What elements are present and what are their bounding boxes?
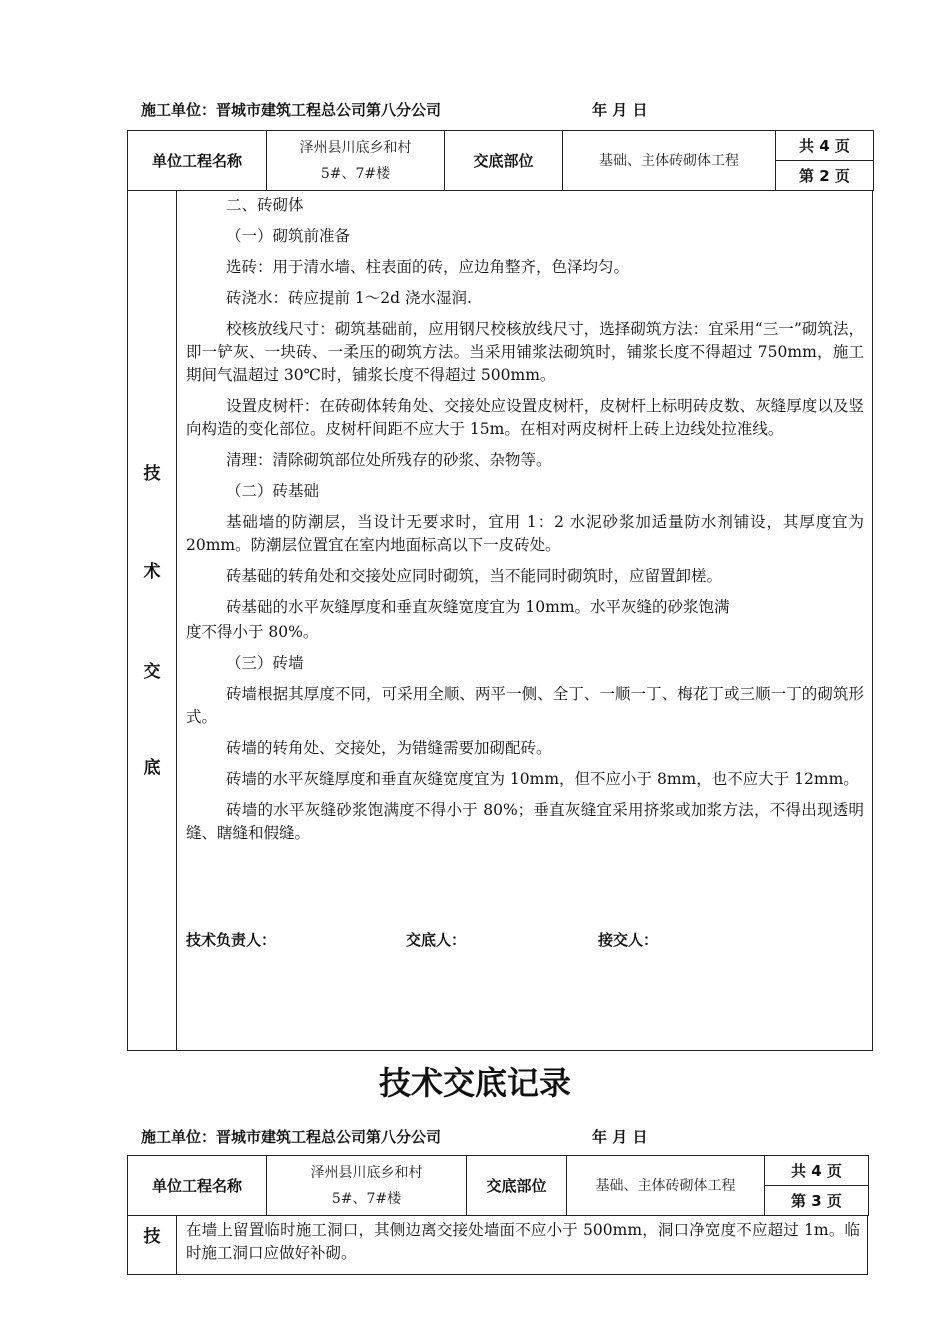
disclosure-part-label: 交底部位 bbox=[445, 131, 563, 191]
side-char-4: 底 bbox=[143, 758, 161, 778]
disclosure-part-label: 交底部位 bbox=[467, 1156, 567, 1216]
project-name-line1: 泽州县川底乡和村 bbox=[310, 1164, 423, 1181]
project-name-value bbox=[267, 131, 445, 191]
paragraph: 设置皮树杆：在砖砌体转角处、交接处应设置皮树杆，皮树杆上标明砖皮数、灰缝厚度以及竖向构造的变化部位。皮树杆间距不应大于 15m。在相对两皮树杆上砖上边线处拉准线。 bbox=[186, 397, 864, 438]
project-info-table bbox=[127, 130, 874, 191]
total-pages: 共 4 页 bbox=[765, 1156, 869, 1186]
paragraph: 度不得小于 80%。 bbox=[186, 623, 319, 641]
paragraph: 选砖：用于清水墙、柱表面的砖，应边角整齐，色泽均匀。 bbox=[226, 258, 630, 276]
paragraph: （二）砖基础 bbox=[226, 482, 320, 500]
side-column-divider bbox=[176, 1216, 177, 1274]
project-info-table bbox=[127, 1155, 869, 1216]
date-label: 年 月 日 bbox=[592, 101, 648, 119]
paragraph: 砖墙根据其厚度不同，可采用全顺、两平一侧、全丁、一顺一丁、梅花丁或三顺一丁的砌筑形式。 bbox=[186, 685, 864, 726]
tech-lead-signature: 技术负责人： bbox=[186, 931, 277, 949]
paragraph: 清理：清除砌筑部位处所残存的砂浆、杂物等。 bbox=[226, 451, 552, 469]
disclosure-content bbox=[186, 194, 864, 853]
project-name-line1: 泽州县川底乡和村 bbox=[299, 139, 412, 156]
side-char-2: 术 bbox=[143, 562, 161, 582]
disclosure-part-value: 基础、主体砖砌体工程 bbox=[567, 1156, 765, 1216]
construction-unit-label: 施工单位：晋城市建筑工程总公司第八分公司 bbox=[141, 101, 442, 119]
paragraph: 砖基础的转角处和交接处应同时砌筑，当不能同时砌筑时，应留置卸槎。 bbox=[226, 567, 723, 585]
total-pages: 共 4 页 bbox=[776, 131, 874, 161]
paragraph: 基础墙的防潮层，当设计无要求时，宜用 1：2 水泥砂浆加适量防水剂铺设，其厚度宜为 20mm。防潮层位置宜在室内地面标高以下一皮砖处。 bbox=[186, 513, 864, 554]
paragraph: （一）砌筑前准备 bbox=[226, 227, 351, 245]
paragraph: 砖墙的转角处、交接处，为错缝需要加砌配砖。 bbox=[226, 739, 552, 757]
project-name-label: 单位工程名称 bbox=[128, 131, 267, 191]
paragraph: （三）砖墙 bbox=[226, 654, 304, 672]
paragraph: 砖墙的水平灰缝厚度和垂直灰缝宽度宜为 10mm，但不应小于 8mm，也不应大于 12mm。 bbox=[226, 770, 859, 788]
project-name-line2: 5#、7#楼 bbox=[320, 165, 391, 182]
disclosure-part-value: 基础、主体砖砌体工程 bbox=[563, 131, 776, 191]
project-name-line2: 5#、7#楼 bbox=[331, 1190, 402, 1207]
paragraph: 在墙上留置临时施工洞口，其侧边离交接处墙面不应小于 500mm，洞口净宽度不应超过 1m。临时施工洞口应做好补砌。 bbox=[186, 1221, 860, 1262]
construction-unit-label: 施工单位：晋城市建筑工程总公司第八分公司 bbox=[141, 1128, 442, 1146]
date-label: 年 月 日 bbox=[592, 1128, 648, 1146]
side-char-1: 技 bbox=[143, 1227, 161, 1247]
side-char-3: 交 bbox=[143, 662, 161, 682]
project-name-value bbox=[267, 1156, 467, 1216]
paragraph: 砖墙的水平灰缝砂浆饱满度不得小于 80%；垂直灰缝宜采用挤浆或加浆方法，不得出现透明缝、瞎缝和假缝。 bbox=[186, 801, 864, 842]
record-title: 技术交底记录 bbox=[378, 1064, 571, 1102]
side-column-divider bbox=[176, 191, 177, 1050]
paragraph: 砖浇水：砖应提前 1～2d 浇水湿润. bbox=[226, 289, 472, 307]
receiver-signature: 接交人： bbox=[598, 931, 659, 949]
discloser-signature: 交底人： bbox=[406, 931, 467, 949]
project-name-label: 单位工程名称 bbox=[128, 1156, 267, 1216]
paragraph: 砖基础的水平灰缝厚度和垂直灰缝宽度宜为 10mm。水平灰缝的砂浆饱满 bbox=[226, 598, 730, 616]
disclosure-content bbox=[186, 1219, 860, 1273]
paragraph: 校核放线尺寸：砌筑基础前，应用钢尺校核放线尺寸，选择砌筑方法：宜采用“三一”砌筑法，即一铲灰、一块砖、一柔压的砌筑方法。当采用铺浆法砌筑时，铺浆长度不得超过 750mm，施工期间气温超过 30℃时，铺浆长度不得超过 500mm。 bbox=[186, 320, 864, 384]
current-page: 第 2 页 bbox=[776, 161, 874, 191]
current-page: 第 3 页 bbox=[765, 1186, 869, 1216]
side-char-1: 技 bbox=[143, 464, 161, 484]
paragraph: 二、砖砌体 bbox=[226, 196, 304, 214]
